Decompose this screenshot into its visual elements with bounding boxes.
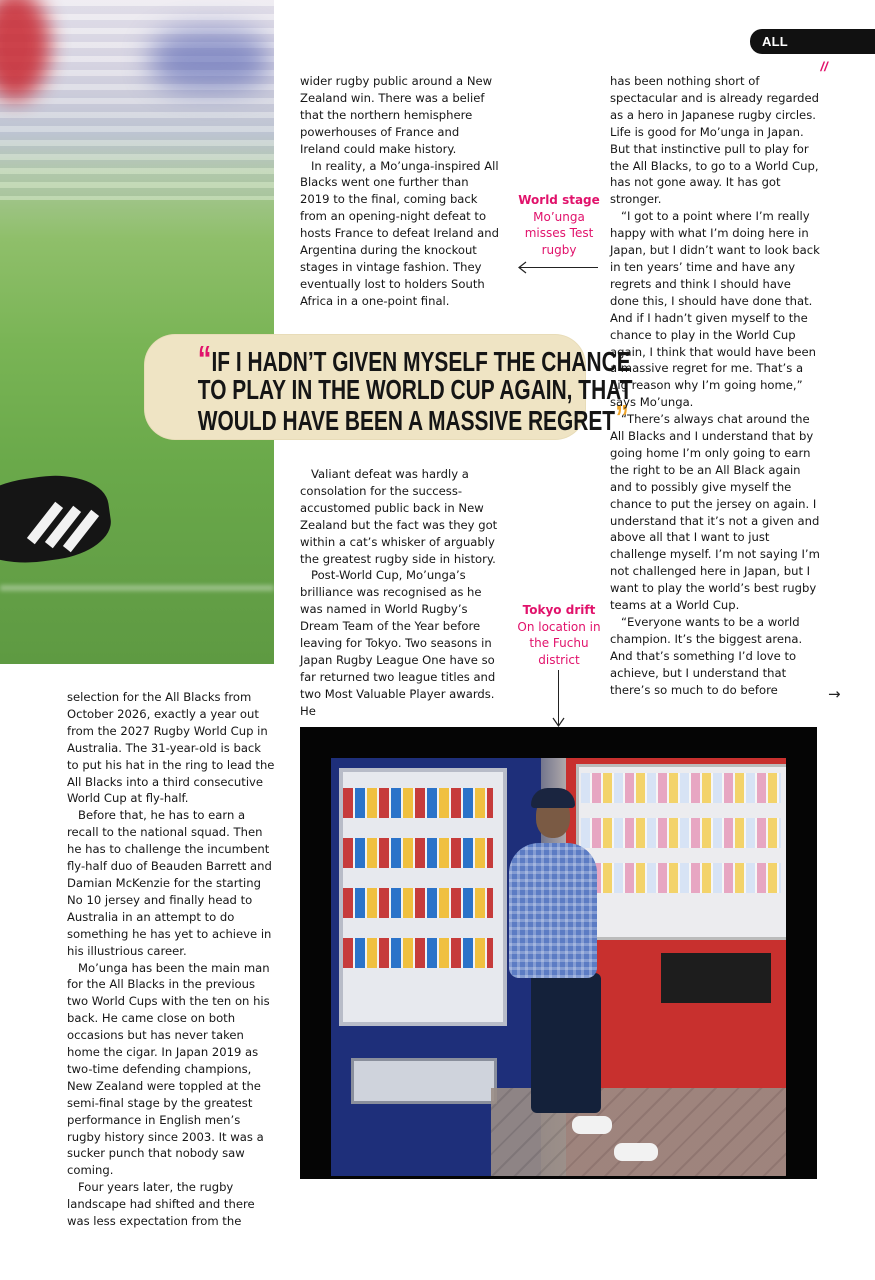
page-number: 33 [831, 59, 846, 74]
pull-quote-line-2: TO PLAY IN THE WORLD CUP AGAIN, THAT [197, 374, 633, 405]
continue-arrow-icon: → [828, 685, 841, 703]
quote-close-mark: ” [615, 397, 629, 438]
left-column [67, 689, 275, 1230]
caption-title: World stage [518, 193, 600, 207]
caption-tokyo-drift [515, 602, 603, 668]
caption-arrow-left [520, 267, 598, 268]
photo-frame [300, 727, 817, 1179]
paragraph: selection for the All Blacks from October 2026, exactly a year out from the 2027 Rugby World Cup in Australia. The 31-year-old is back to put his hat in the ring to lead the All Blacks into a third consecutive World Cup at fly-half. [67, 690, 275, 806]
section-tag [750, 29, 875, 74]
paragraph: wider rugby public around a New Zealand win. There was a belief that the northern hemisphere powerhouses of France and Ireland could make history. [300, 74, 493, 156]
paragraph: In reality, a Mo’unga-inspired All Blacks went one further than 2019 to the final, coming back from an opening-night defeat to hosts France to defeat Ireland and Argentina during the knockout stages in vintage fashion. They eventually lost to holders South Africa in a one-point final. [300, 158, 499, 308]
hero-photo [0, 0, 274, 664]
rugby-boot-image [0, 468, 115, 572]
paragraph: has been nothing short of spectacular and is already regarded as a hero in Japanese rugby circles. Life is good for Mo’unga in Japan. But that instinctive pull to play for the All Blacks, to go to a World Cup, has not gone away. It has got stronger. [610, 74, 820, 207]
pull-quote [145, 335, 633, 439]
paragraph: “Everyone wants to be a world champion. It’s the biggest arena. And that’s something I’d love to achieve, but I understand that there’s so much to do before [610, 615, 803, 697]
caption-title: Tokyo drift [522, 603, 596, 617]
paragraph: “I got to a point where I’m really happy with what I’m doing here in Japan, but I didn’t want to look back in ten years’ time and have any regrets and think I should have done this, I should have done that. And if I hadn’t given myself to the chance to play in the World Cup again, I think that would have been a massive regret for me. That’s a big reason why I’m going home,” says Mo’unga. [610, 209, 820, 410]
paragraph: Four years later, the rugby landscape had shifted and there was less expectation from the [67, 1180, 255, 1229]
pull-quote-line-3: WOULD HAVE BEEN A MASSIVE REGRET” [197, 397, 629, 438]
caption-text: On location in the Fuchu district [517, 619, 601, 667]
paragraph: Before that, he has to earn a recall to the national squad. Then he has to challenge the incumbent fly-half duo of Beauden Barrett and Damian McKenzie for the starting No 10 jersey and finally head to Australia in an attempt to do something he has yet to achieve in his illustrious career. [67, 808, 272, 958]
middle-column-bottom [300, 466, 500, 720]
person-figure [509, 843, 597, 978]
paragraph: Post-World Cup, Mo’unga’s brilliance was recognised as he was named in World Rugby’s Dream Team of the Year before leaving for Tokyo. Two seasons in Japan Rugby League One have so far returned two league titles and two Most Valuable Player awards. He [300, 568, 496, 718]
paragraph: Valiant defeat was hardly a consolation for the success-accustomed public back in New Zealand but the fact was they got within a cat’s whisker of arguably the greatest rugby side in history. [300, 467, 498, 566]
section-separator: // [820, 59, 828, 74]
arrow-left-icon [516, 261, 528, 274]
caption-text: Mo’unga misses Test rugby [524, 209, 594, 257]
pull-quote-line-1: “IF I HADN’T GIVEN MYSELF THE CHANCE [197, 338, 631, 379]
vending-machine-photo [331, 758, 786, 1176]
paragraph: Mo’unga has been the main man for the All Blacks in the previous two World Cups with the ten on his back. He came close on both occasions but has never taken home the cigar. In Japan 2019 as two-time defending champions, New Zealand were toppled at the semi-final stage by the greatest performance in English men’s rugby history since 2003. It was a sucker punch that nobody saw coming. [67, 960, 270, 1178]
caption-world-stage [515, 192, 603, 258]
quote-open-mark: “ [197, 338, 212, 379]
section-title: ALL BLACKS [762, 34, 818, 74]
right-column [610, 73, 820, 699]
middle-column-top [300, 73, 500, 310]
paragraph: “There’s always chat around the All Blacks and I understand that by going home I’m only going to earn the right to be an All Black again and to possibly give myself the chance to put the jersey on again. I understand that it’s not a given and above all that I want to just challenge myself. I’m not saying I’m not challenged here in Japan, but I want to play the world’s best rugby teams at a World Cup. [610, 412, 820, 613]
